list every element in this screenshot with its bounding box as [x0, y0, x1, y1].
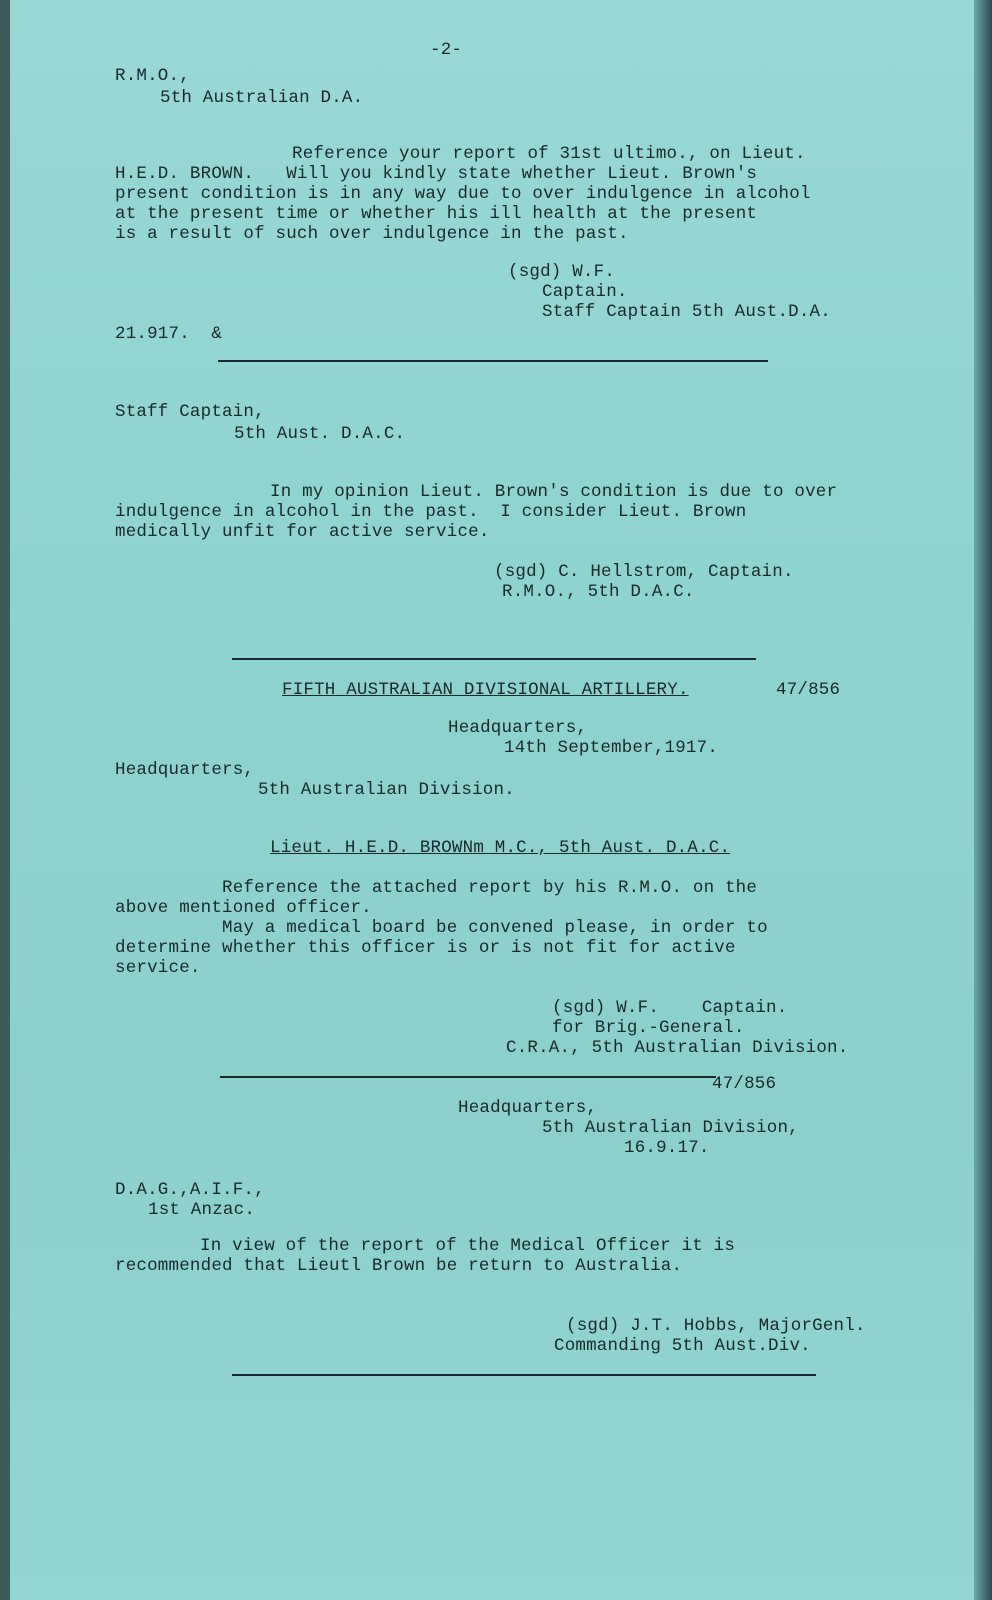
memo1-body-line: present condition is in any way due to over indulgence in alcohol — [115, 184, 811, 204]
memo3-recipient-line1: Headquarters, — [115, 760, 255, 780]
memo4-signature-title: Commanding 5th Aust.Div. — [554, 1336, 811, 1356]
memo3-body-line: Reference the attached report by his R.M.O. on the — [222, 878, 758, 898]
memo3-body-line: above mentioned officer. — [115, 898, 372, 918]
divider — [232, 658, 756, 660]
memo1-body-line: at the present time or whether his ill health at the present — [115, 204, 758, 224]
memo3-subject: Lieut. H.E.D. BROWNm M.C., 5th Aust. D.A.C. — [270, 838, 731, 858]
scan-edge-left — [0, 0, 10, 1600]
memo3-body-line: determine whether this officer is or is not fit for active — [115, 938, 736, 958]
memo4-date: 16.9.17. — [624, 1138, 710, 1158]
memo4-recipient-line1: D.A.G.,A.I.F., — [115, 1180, 265, 1200]
memo1-signature: (sgd) W.F. — [508, 262, 616, 282]
memo3-heading: FIFTH AUSTRALIAN DIVISIONAL ARTILLERY. — [282, 680, 689, 700]
memo2-body-line: In my opinion Lieut. Brown's condition is due to over — [270, 482, 838, 502]
memo1-signature-rank: Captain. — [542, 282, 628, 302]
memo2-signature: (sgd) C. Hellstrom, Captain. — [494, 562, 794, 582]
scan-edge-right — [974, 0, 992, 1600]
memo2-recipient-line2: 5th Aust. D.A.C. — [234, 424, 406, 444]
memo2-signature-title: R.M.O., 5th D.A.C. — [502, 582, 695, 602]
memo3-reference: 47/856 — [776, 680, 841, 700]
memo2-body-line: medically unfit for active service. — [115, 522, 490, 542]
memo3-signature-title: C.R.A., 5th Australian Division. — [506, 1038, 849, 1058]
memo3-body-line: service. — [115, 958, 201, 978]
memo4-recipient-line2: 1st Anzac. — [148, 1200, 256, 1220]
memo4-body-line: recommended that Lieutl Brown be return to Australia. — [115, 1256, 683, 1276]
memo2-recipient-line1: Staff Captain, — [115, 402, 265, 422]
memo3-sender-line1: Headquarters, — [448, 718, 588, 738]
memo3-recipient-line2: 5th Australian Division. — [258, 780, 515, 800]
memo4-sender-line1: Headquarters, — [458, 1098, 598, 1118]
memo1-signature-title: Staff Captain 5th Aust.D.A. — [542, 302, 831, 322]
memo1-body-line: H.E.D. BROWN. Will you kindly state whether Lieut. Brown's — [115, 164, 758, 184]
divider — [232, 1374, 816, 1376]
divider — [220, 1076, 716, 1078]
memo1-body-line: Reference your report of 31st ultimo., on Lieut. — [292, 144, 806, 164]
memo4-reference: 47/856 — [712, 1074, 777, 1094]
memo4-body-line: In view of the report of the Medical Officer it is — [200, 1236, 736, 1256]
divider — [218, 360, 768, 362]
memo2-body-line: indulgence in alcohol in the past. I consider Lieut. Brown — [115, 502, 747, 522]
page-number: -2- — [430, 40, 463, 60]
memo3-signature: (sgd) W.F. Captain. — [552, 998, 788, 1018]
memo1-recipient-line1: R.M.O., — [115, 66, 190, 86]
memo1-recipient-line2: 5th Australian D.A. — [160, 88, 364, 108]
memo4-signature: (sgd) J.T. Hobbs, MajorGenl. — [566, 1316, 866, 1336]
memo3-date: 14th September,1917. — [504, 738, 719, 758]
memo3-body-line: May a medical board be convened please, in order to — [222, 918, 768, 938]
memo3-signature-for: for Brig.-General. — [552, 1018, 745, 1038]
memo4-sender-line2: 5th Australian Division, — [542, 1118, 799, 1138]
memo1-date: 21.917. & — [115, 324, 223, 344]
memo1-body-line: is a result of such over indulgence in the past. — [115, 224, 629, 244]
